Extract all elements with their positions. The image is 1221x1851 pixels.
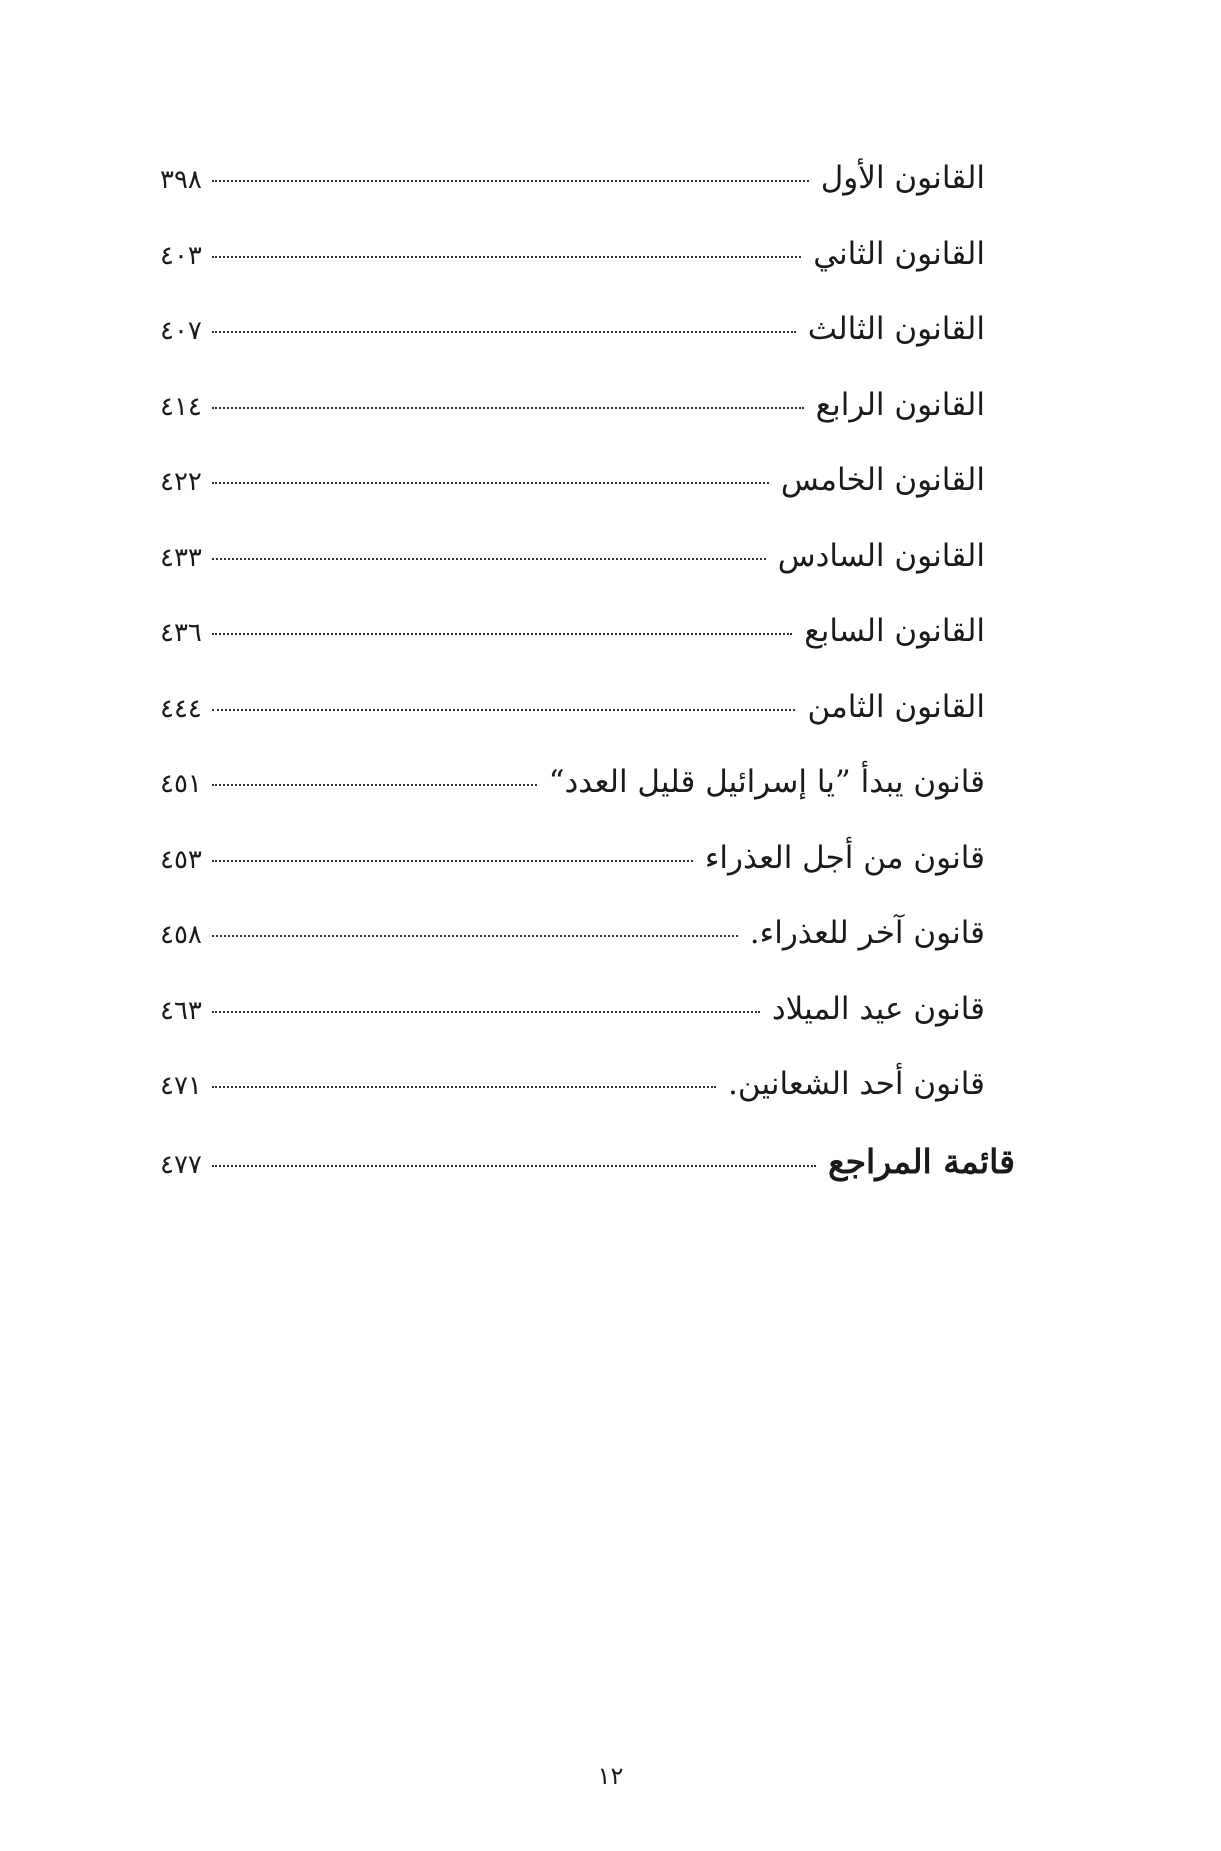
toc-entry[interactable] (160, 387, 1015, 463)
toc-entry-page: ٤٢٢ (160, 467, 202, 497)
leader-dots (212, 1085, 716, 1088)
leader-dots (212, 934, 738, 937)
toc-entry-title: القانون الخامس (780, 462, 985, 498)
toc-entry[interactable] (160, 764, 1015, 840)
toc-entry-title: قانون يبدأ ”يا إسرائيل قليل العدد“ (548, 764, 985, 800)
leader-dots (212, 859, 693, 862)
leader-dots (212, 255, 801, 258)
toc-entry-page: ٤٥٨ (160, 920, 202, 950)
leader-dots (212, 708, 795, 711)
leader-dots (212, 481, 769, 484)
toc-entry-title: القانون الرابع (815, 386, 985, 423)
toc-entry[interactable] (160, 689, 1015, 765)
page-number: ١٢ (597, 1762, 624, 1790)
leader-dots (212, 330, 796, 333)
toc-entry-title: قانون عيد الميلاد (771, 990, 985, 1027)
toc-entry[interactable] (160, 1066, 1015, 1142)
toc-entry[interactable] (160, 915, 1015, 991)
toc-entry-page: ٤٦٣ (160, 995, 202, 1026)
toc-entry-title: القانون السادس (777, 537, 985, 574)
toc-entry-page: ٤٣٣ (160, 542, 202, 573)
toc-entry-page: ٤٠٣ (160, 240, 202, 271)
toc-entry-page: ٤٥٣ (160, 844, 202, 875)
toc-entry-title: القانون الأول (820, 160, 985, 196)
leader-dots (212, 632, 792, 635)
toc-entry[interactable] (160, 236, 1015, 312)
leader-dots (212, 406, 804, 409)
leader-dots (212, 783, 537, 786)
toc-entry-title: القانون الثاني (813, 235, 985, 272)
toc-entry[interactable] (160, 311, 1015, 387)
toc-entry[interactable] (160, 160, 1015, 236)
toc-entry-page: ٣٩٨ (160, 165, 202, 195)
toc-entry[interactable] (160, 462, 1015, 538)
toc-entry-page: ٤٤٤ (160, 693, 202, 724)
toc-entry-page: ٤٥١ (160, 769, 202, 799)
toc-entry-title: قانون أحد الشعانين. (728, 1066, 985, 1102)
toc-entry-references[interactable] (160, 1142, 1015, 1218)
toc-entry-page: ٤١٤ (160, 391, 202, 422)
toc-entry[interactable] (160, 538, 1015, 614)
toc-entry-title: قانون آخر للعذراء. (749, 915, 985, 951)
toc-entry-title: قانون من أجل العذراء (704, 839, 985, 876)
toc-entry[interactable] (160, 613, 1015, 689)
toc-entry[interactable] (160, 840, 1015, 916)
toc-entry-page: ٤٠٧ (160, 316, 202, 346)
toc-entry-title: قائمة المراجع (828, 1141, 1015, 1181)
leader-dots (212, 557, 766, 560)
toc-entry-page: ٤٧١ (160, 1071, 202, 1101)
leader-dots (212, 1010, 760, 1013)
toc-entry[interactable] (160, 991, 1015, 1067)
leader-dots (212, 1164, 816, 1167)
table-of-contents (160, 160, 1015, 1217)
toc-entry-title: القانون الثامن (807, 688, 985, 725)
toc-entry-page: ٤٧٧ (160, 1149, 202, 1180)
toc-entry-page: ٤٣٦ (160, 618, 202, 648)
leader-dots (212, 179, 809, 182)
toc-entry-title: القانون السابع (804, 613, 985, 649)
toc-entry-title: القانون الثالث (807, 311, 985, 347)
